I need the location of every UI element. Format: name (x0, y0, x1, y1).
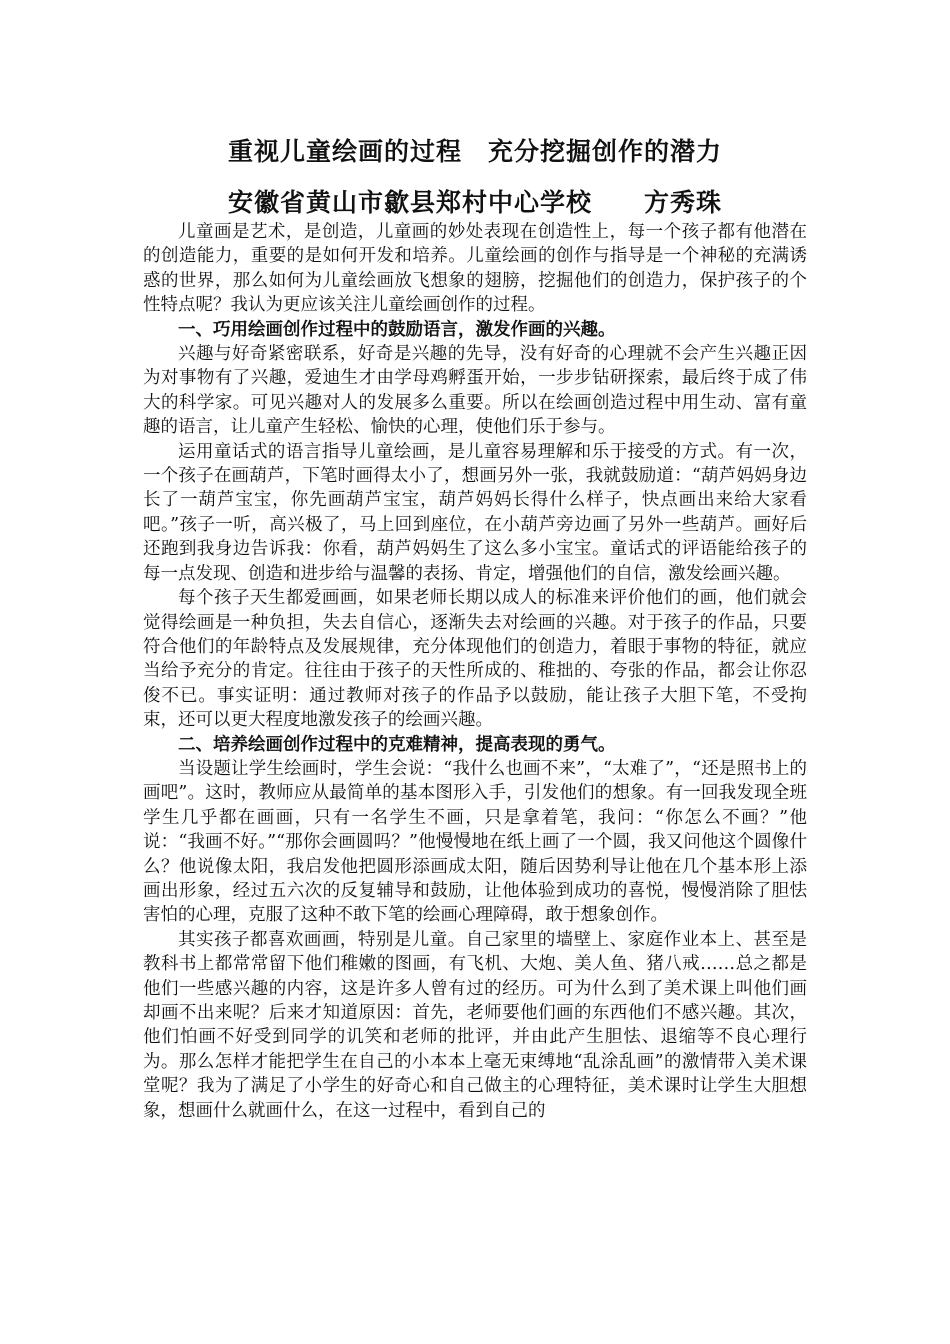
paragraph: 兴趣与好奇紧密联系，好奇是兴趣的先导，没有好奇的心理就不会产生兴趣正因为对事物有了兴趣，爱迪生才由学母鸡孵蛋开始，一步步钻研探索，最后终于成了伟大的科学家。可见兴趣对人的发展多么重要。所以在绘画创造过程中用生动、富有童趣的语言，让儿童产生轻松、愉快的心理，使他们乐于参与。 (143, 344, 807, 438)
document-body (143, 220, 807, 1123)
paragraph: 每个孩子天生都爱画画，如果老师长期以成人的标准来评价他们的画，他们就会觉得绘画是一种负担，失去自信心，逐渐失去对绘画的兴趣。对于孩子的作品，只要符合他们的年龄特点及发展规律，充分体现他们的创造力，着眼于事物的特征，就应当给予充分的肯定。往往由于孩子的天性所成的、稚拙的、夸张的作品，都会让你忍俊不已。事实证明：通过教师对孩子的作品予以鼓励，能让孩子大胆下笔，不受拘束，还可以更大程度地激发孩子的绘画兴趣。 (143, 588, 807, 731)
paragraph-intro: 儿童画是艺术，是创造，儿童画的妙处表现在创造性上，每一个孩子都有他潜在的创造能力，重要的是如何开发和培养。儿童绘画的创作与指导是一个神秘的充满诱惑的世界，那么如何为儿童绘画放飞想象的翅膀，挖掘他们的创造力，保护孩子的个性特点呢？我认为更应该关注儿童绘画创作的过程。 (143, 222, 807, 316)
section-heading-2: 二、培养绘画创作过程中的克难精神，提高表现的勇气。 (178, 734, 616, 755)
paragraph: 其实孩子都喜欢画画，特别是儿童。自己家里的墙壁上、家庭作业本上、甚至是教科书上都常常留下他们稚嫩的图画，有飞机、大炮、美人鱼、猪八戒……总之都是他们一些感兴趣的内容，这是许多人曾有过的经历。可为什么到了美术课上叫他们画却画不出来呢？后来才知道原因：首先，老师要他们画的东西他们不感兴趣。其次，他们怕画不好受到同学的讥笑和老师的批评，并由此产生胆怯、退缩等不良心理行为。那么怎样才能把学生在自己的小本本上毫无束缚地“乱涂乱画”的激情带入美术课堂呢？我为了满足了小学生的好奇心和自己做主的心理特征，美术课时让学生大胆想象，想画什么就画什么，在这一过程中，看到自己的 (143, 929, 807, 1121)
document-title: 重视儿童绘画的过程 充分挖掘创作的潜力 (227, 137, 722, 166)
paragraph: 当设题让学生绘画时，学生会说：“我什么也画不来”，“太难了”，“还是照书上的画吧”。这时，教师应从最简单的基本图形入手，引发他们的想象。有一回我发现全班学生几乎都在画画，只有一名学生不画，只是拿着笔，我问：“你怎么不画？”他说：“我画不好。”“那你会画圆吗？”他慢慢地在纸上画了一个圆，我又问他这个圆像什么？他说像太阳，我启发他把圆形添画成太阳，随后因势利导让他在几个基本形上添画出形象，经过五六次的反复辅导和鼓励，让他体验到成功的喜悦，慢慢消除了胆怯害怕的心理，克服了这种不敢下笔的绘画心理障碍，敢于想象创作。 (143, 758, 807, 926)
section-heading-1: 一、巧用绘画创作过程中的鼓励语言，激发作画的兴趣。 (178, 319, 616, 340)
author-line: 安徽省黄山市歙县郑村中心学校 方秀珠 (227, 188, 722, 217)
paragraph: 运用童话式的语言指导儿童绘画，是儿童容易理解和乐于接受的方式。有一次，一个孩子在画葫芦，下笔时画得太小了，想画另外一张，我就鼓励道：“葫芦妈妈身边长了一葫芦宝宝，你先画葫芦宝宝，葫芦妈妈长得什么样子，快点画出来给大家看吧。”孩子一听，高兴极了，马上回到座位，在小葫芦旁边画了另外一些葫芦。画好后还跑到我身边告诉我：你看，葫芦妈妈生了这么多小宝宝。童话式的评语能给孩子的每一点发现、创造和进步给与温馨的表扬、肯定，增强他们的自信，激发绘画兴趣。 (143, 441, 807, 584)
